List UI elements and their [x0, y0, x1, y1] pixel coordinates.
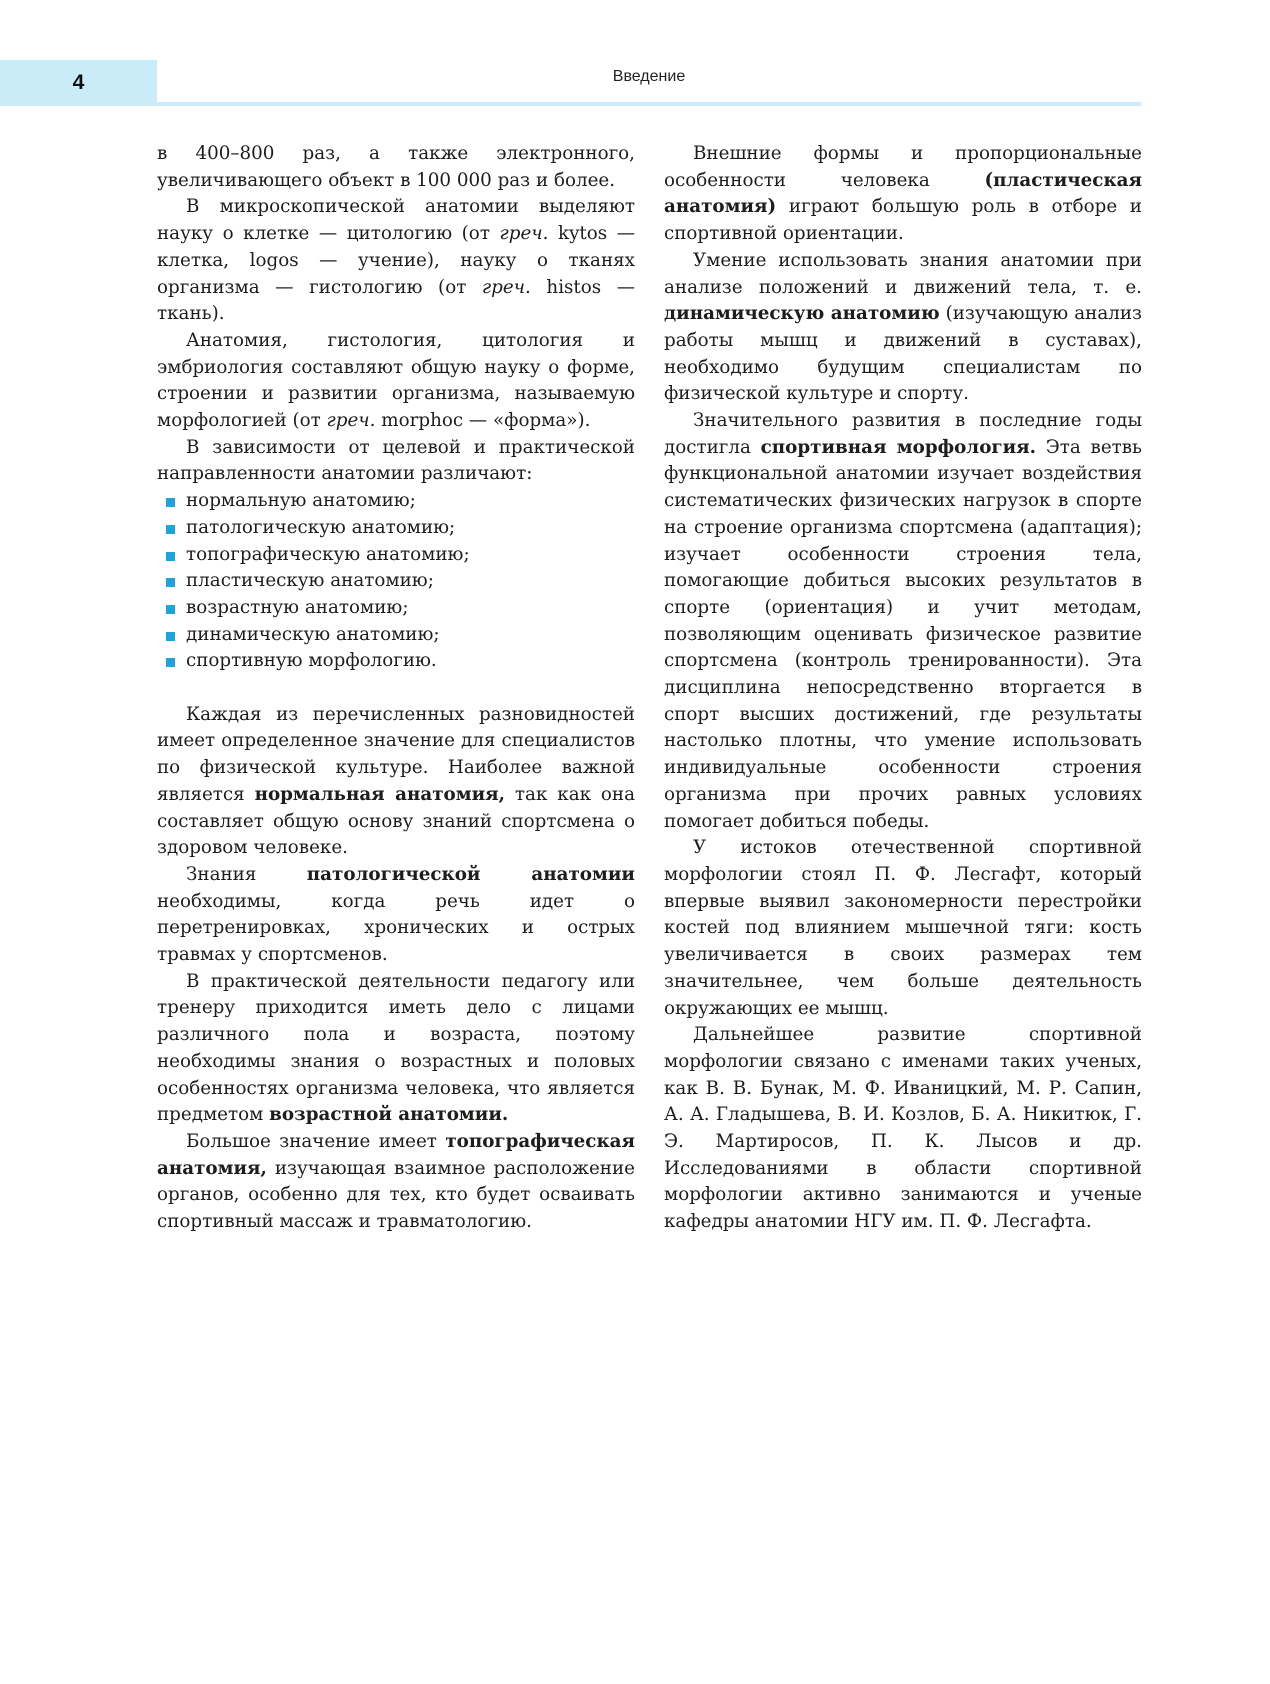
text-segment: Знания: [186, 863, 307, 885]
square-bullet-icon: [166, 552, 175, 561]
left-column: [157, 141, 635, 1236]
paragraph: [157, 862, 635, 969]
list-item-text: спортивную морфологию.: [186, 650, 437, 672]
right-column: [664, 141, 1142, 1236]
text-segment: играют большую роль в отборе и спортивной ориентации.: [664, 196, 1142, 245]
paragraph: [157, 141, 635, 194]
italic-text: греч.: [326, 410, 376, 432]
list-item-text: возрастную анатомию;: [186, 596, 409, 618]
text-segment: Эта ветвь функциональной анатомии изучает воздействия систематических физических нагрузок в спорте на строение организма спортсмена (адаптация); изучает особенности строения тела, помогающие добиться высоких результатов в спорте (ориентация) и учит методам, позволяющим оценивать физическое развитие спортсмена (контроль тренированности). Эта дисциплина непосредственно вторгается в спорт высших достижений, где результаты настолько плотны, что умение использовать индивидуальные особенности строения организма при прочих равных условиях помогает добиться победы.: [664, 436, 1143, 832]
list-item: [157, 622, 635, 649]
text-segment: необходимы, когда речь идет о перетренировках, хронических и острых травмах у спортсменов.: [157, 890, 635, 966]
text-segment: histos — ткань).: [157, 276, 636, 325]
text-segment: У истоков отечественной спортивной морфологии стоял П. Ф. Лесгафт, который впервые выявил закономерности перестройки костей под влиянием мышечной тяги: кость увеличивается в своих размерах тем значительнее, чем больше деятельность окружающих ее мышц.: [664, 837, 1142, 1019]
text-segment: Каждая из перечисленных разновидностей имеет определенное значение для специалистов по физической культуре. Наиболее важной является: [157, 703, 635, 805]
text-segment: Дальнейшее развитие спортивной морфологии связано с именами таких ученых, как В. В. Бунак, М. Ф. Иваницкий, М. Р. Сапин, А. А. Гладышева, В. И. Козлов, Б. А. Никитюк, Г. Э. Мартиросов, П. К. Лысов и др. Исследованиями в области спортивной морфологии активно занимаются и ученые кафедры анатомии НГУ им. П. Ф. Лесгафта.: [664, 1024, 1142, 1233]
list-item: [157, 542, 635, 569]
italic-text: греч.: [481, 276, 531, 298]
text-segment: так как она составляет общую основу знаний спортсмена о здоровом человеке.: [157, 783, 635, 859]
list-item-text: динамическую анатомию;: [186, 623, 440, 645]
text-segment: в 400–800 раз, а также электронного, увеличивающего объект в 100 000 раз и более.: [157, 143, 635, 191]
bold-term: топографическая анатомия,: [157, 1131, 635, 1179]
text-segment: изучающая взаимное расположение органов, особенно для тех, кто будет осваивать спортивный массаж и травматологию.: [157, 1157, 635, 1233]
right-paragraphs: [664, 141, 1142, 1236]
text-segment: Значительного развития в последние годы достигла: [664, 410, 1142, 458]
paragraph: [664, 835, 1142, 1022]
text-segment: В зависимости от целевой и практической направленности анатомии различают:: [157, 436, 635, 485]
bold-term: (пластическая анатомия): [664, 169, 1142, 218]
square-bullet-icon: [166, 498, 175, 507]
paragraph: [157, 194, 635, 328]
square-bullet-icon: [166, 632, 175, 641]
paragraph: [664, 141, 1142, 248]
bold-term: спортивная морфология.: [760, 436, 1037, 458]
paragraph: [664, 248, 1142, 408]
paragraph: [157, 969, 635, 1129]
square-bullet-icon: [166, 525, 175, 534]
list-item: [157, 648, 635, 675]
left-paragraphs-before: [157, 141, 635, 488]
list-item: [157, 515, 635, 542]
bold-term: патологической анатомии: [306, 863, 635, 885]
text-segment: morphoc — «форма»).: [375, 410, 591, 432]
list-item-text: нормальную анатомию;: [186, 490, 416, 512]
list-item: [157, 488, 635, 515]
text-segment: Большое значение имеет: [186, 1131, 446, 1152]
text-segment: Анатомия, гистология, цитология и эмбриология составляют общую науку о форме, строении и развитии организма, называемую морфологией (от: [157, 329, 635, 432]
anatomy-types-list: [157, 488, 635, 675]
text-segment: Умение использовать знания анатомии при анализе положений и движений тела, т. е.: [664, 249, 1142, 298]
square-bullet-icon: [166, 605, 175, 614]
bold-term: динамическую анатомию: [664, 303, 940, 325]
italic-text: греч.: [499, 223, 549, 245]
list-item: [157, 595, 635, 622]
bold-term: нормальная анатомия,: [254, 783, 506, 805]
paragraph: [664, 1022, 1142, 1236]
paragraph: [157, 435, 635, 488]
list-item-text: патологическую анатомию;: [186, 516, 456, 538]
text-segment: kytos — клетка, logos — учение), науку о тканях организма — гистологию (от: [157, 223, 635, 298]
list-item-text: топографическую анатомию;: [186, 543, 470, 565]
paragraph: [664, 408, 1142, 835]
header-rule: [157, 102, 1141, 106]
paragraph: [157, 702, 635, 862]
list-item-text: пластическую анатомию;: [186, 570, 434, 592]
left-paragraphs-after: [157, 702, 635, 1236]
text-segment: (изучающую анализ работы мышц и движений в суставах), необходимо будущим специалистам по физической культуре и спорту.: [664, 303, 1142, 405]
running-header-title: Введение: [612, 68, 686, 85]
list-item: [157, 568, 635, 595]
text-segment: В микроскопической анатомии выделяют науку о клетке — цитологию (от: [157, 196, 635, 245]
text-segment: В практической деятельности педагогу или тренеру приходится иметь дело с лицами различного пола и возраста, поэтому необходимы знания о возрастных и половых особенностях организма человека, что является предметом: [157, 970, 635, 1126]
text-segment: Внешние формы и пропорциональные особенности человека: [664, 143, 1142, 191]
paragraph: [157, 328, 635, 435]
page-number: 4: [72, 71, 85, 94]
bold-term: возрастной анатомии.: [269, 1104, 509, 1126]
square-bullet-icon: [166, 578, 175, 587]
paragraph: [157, 1129, 635, 1236]
square-bullet-icon: [166, 658, 175, 667]
